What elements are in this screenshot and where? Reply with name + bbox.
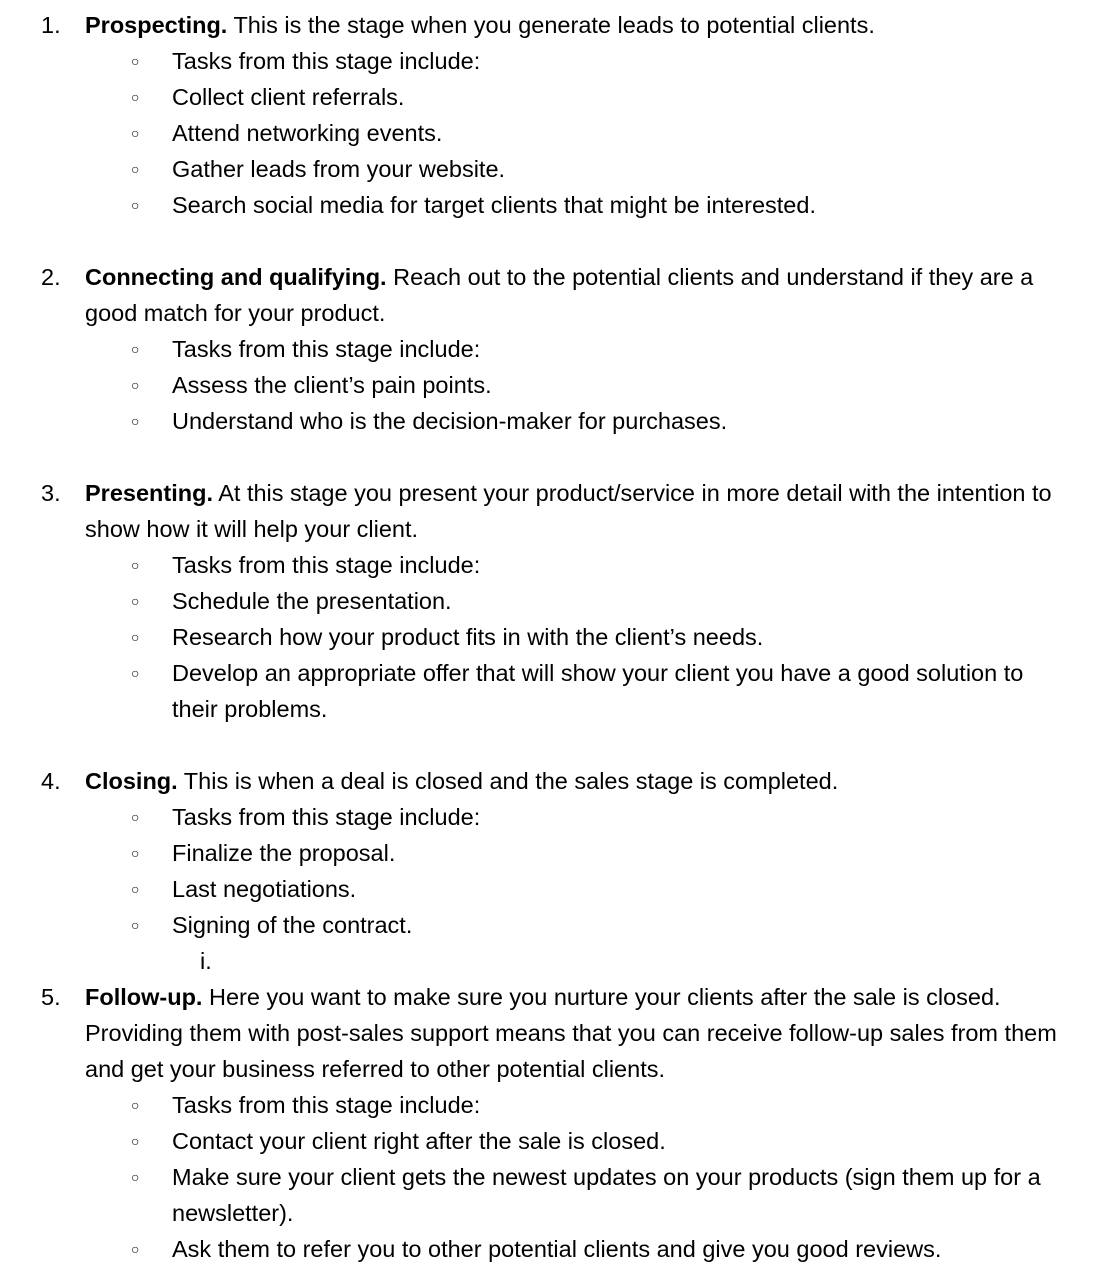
circle-bullet-icon: ○ — [131, 1169, 140, 1185]
circle-bullet-icon: ○ — [131, 629, 140, 645]
bullet-text: Collect client referrals. — [172, 84, 405, 110]
bullet-text: Tasks from this stage include: — [172, 552, 481, 578]
circle-bullet-icon: ○ — [131, 53, 140, 69]
list-item — [0, 799, 1075, 835]
list-item — [0, 871, 1075, 907]
bullet-text: Schedule the presentation. — [172, 588, 452, 614]
list-item-body: Reach out to the potential clients and understand if they are a good match for your product. — [85, 264, 1034, 326]
bullet-text: Signing of the contract. — [172, 912, 413, 938]
sub-bullet-list — [0, 1087, 1075, 1267]
bullet-text: Contact your client right after the sale is closed. — [172, 1128, 666, 1154]
list-item — [0, 259, 1075, 439]
list-item — [0, 619, 1075, 655]
list-item-lead: Closing. — [85, 768, 178, 794]
list-item — [0, 943, 1075, 979]
list-marker: 5. — [41, 984, 61, 1010]
list-item — [0, 79, 1075, 115]
list-marker: 4. — [41, 768, 61, 794]
circle-bullet-icon: ○ — [131, 1133, 140, 1149]
bullet-text: Understand who is the decision-maker for purchases. — [172, 408, 728, 434]
list-item-body: Here you want to make sure you nurture your clients after the sale is closed. Providing them with post-sales support means that you can receive follow-up sales from them and get your business referred to other potential clients. — [85, 984, 1057, 1082]
list-item — [0, 403, 1075, 439]
roman-marker: i. — [200, 948, 212, 974]
circle-bullet-icon: ○ — [131, 809, 140, 825]
circle-bullet-icon: ○ — [131, 1097, 140, 1113]
bullet-text: Assess the client’s pain points. — [172, 372, 492, 398]
bullet-text: Gather leads from your website. — [172, 156, 506, 182]
bullet-text: Tasks from this stage include: — [172, 336, 481, 362]
circle-bullet-icon: ○ — [131, 593, 140, 609]
circle-bullet-icon: ○ — [131, 881, 140, 897]
list-item-paragraph — [85, 475, 1075, 547]
list-item — [0, 367, 1075, 403]
circle-bullet-icon: ○ — [131, 917, 140, 933]
list-item — [0, 1231, 1075, 1267]
list-item — [0, 655, 1075, 727]
circle-bullet-icon: ○ — [131, 197, 140, 213]
circle-bullet-icon: ○ — [131, 665, 140, 681]
circle-bullet-icon: ○ — [131, 377, 140, 393]
bullet-text: Make sure your client gets the newest updates on your products (sign them up for a newsletter). — [172, 1164, 1041, 1226]
bullet-text: Last negotiations. — [172, 876, 357, 902]
list-marker: 3. — [41, 480, 61, 506]
bullet-text: Attend networking events. — [172, 120, 443, 146]
sub-bullet-list — [0, 799, 1075, 979]
list-item-paragraph — [85, 259, 1075, 331]
roman-sub-list — [0, 943, 1075, 979]
list-item-lead: Presenting. — [85, 480, 213, 506]
list-item — [0, 331, 1075, 367]
list-item — [0, 1159, 1075, 1231]
circle-bullet-icon: ○ — [131, 89, 140, 105]
list-item-body: At this stage you present your product/service in more detail with the intention to show how it will help your client. — [85, 480, 1052, 542]
list-item — [0, 547, 1075, 583]
circle-bullet-icon: ○ — [131, 557, 140, 573]
list-item — [0, 1123, 1075, 1159]
list-item — [0, 115, 1075, 151]
bullet-text: Finalize the proposal. — [172, 840, 396, 866]
bullet-text: Tasks from this stage include: — [172, 804, 481, 830]
list-item — [0, 835, 1075, 871]
list-item — [0, 583, 1075, 619]
circle-bullet-icon: ○ — [131, 845, 140, 861]
list-item-paragraph — [85, 763, 1075, 799]
circle-bullet-icon: ○ — [131, 125, 140, 141]
sales-stages-list — [0, 7, 1075, 1267]
list-item-lead: Connecting and qualifying. — [85, 264, 387, 290]
bullet-text: Tasks from this stage include: — [172, 1092, 481, 1118]
circle-bullet-icon: ○ — [131, 1241, 140, 1257]
list-item — [0, 151, 1075, 187]
list-item-body: This is the stage when you generate leads to potential clients. — [227, 12, 875, 38]
list-item — [0, 43, 1075, 79]
bullet-text: Ask them to refer you to other potential clients and give you good reviews. — [172, 1236, 942, 1262]
bullet-text: Tasks from this stage include: — [172, 48, 481, 74]
circle-bullet-icon: ○ — [131, 341, 140, 357]
list-marker: 1. — [41, 12, 61, 38]
list-item-paragraph — [85, 979, 1075, 1087]
bullet-text: Develop an appropriate offer that will show your client you have a good solution to their problems. — [172, 660, 1024, 722]
list-item-lead: Follow-up. — [85, 984, 203, 1010]
list-item — [0, 763, 1075, 979]
list-item — [0, 187, 1075, 223]
list-item — [0, 475, 1075, 727]
list-marker: 2. — [41, 264, 61, 290]
list-item-lead: Prospecting. — [85, 12, 228, 38]
circle-bullet-icon: ○ — [131, 413, 140, 429]
bullet-text: Research how your product fits in with the client’s needs. — [172, 624, 764, 650]
list-item — [0, 7, 1075, 223]
sub-bullet-list — [0, 331, 1075, 439]
sub-bullet-list — [0, 547, 1075, 727]
list-item-paragraph — [85, 7, 1075, 43]
list-item-body: This is when a deal is closed and the sales stage is completed. — [177, 768, 839, 794]
bullet-text: Search social media for target clients that might be interested. — [172, 192, 816, 218]
sub-bullet-list — [0, 43, 1075, 223]
circle-bullet-icon: ○ — [131, 161, 140, 177]
list-item — [0, 907, 1075, 979]
list-item — [0, 1087, 1075, 1123]
list-item — [0, 979, 1075, 1267]
